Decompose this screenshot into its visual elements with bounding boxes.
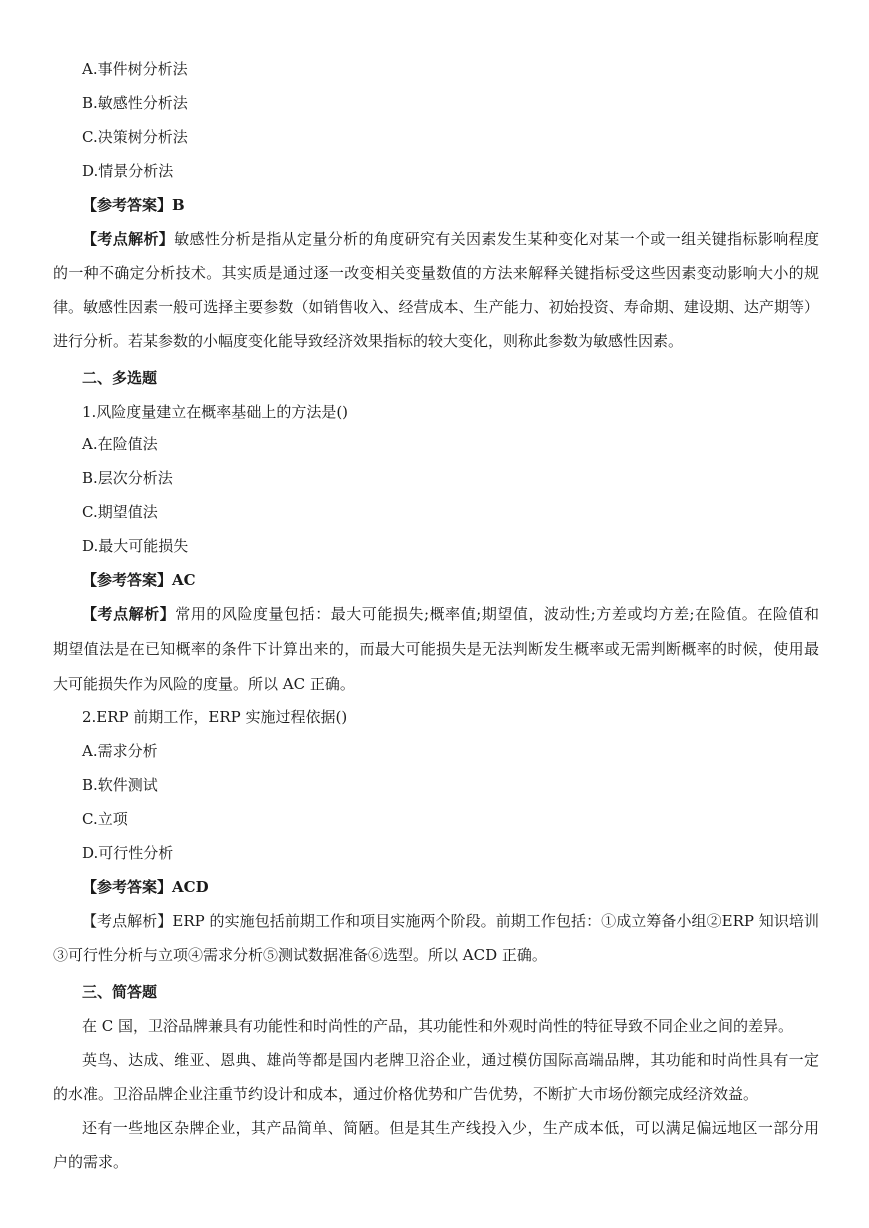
option-a: A.需求分析 bbox=[82, 742, 158, 760]
analysis-line: 的一种不确定分析技术。其实质是通过逐一改变相关变量数值的方法来解释关键指标受这些因素变动影响大小的规 bbox=[53, 264, 819, 282]
section-title: 三、简答题 bbox=[82, 983, 158, 1001]
option-b: B.敏感性分析法 bbox=[82, 94, 188, 112]
analysis-text: 敏感性分析是指从定量分析的角度研究有关因素发生某种变化对某一个或一组关键指标影响程度 bbox=[174, 230, 819, 248]
option-b: B.软件测试 bbox=[82, 776, 158, 794]
option-d: D.可行性分析 bbox=[82, 844, 174, 862]
analysis-label: 【考点解析】 bbox=[82, 605, 176, 623]
analysis-line: ③可行性分析与立项④需求分析⑤测试数据准备⑥选型。所以 ACD 正确。 bbox=[53, 946, 547, 964]
answer-label: 【参考答案】AC bbox=[82, 571, 196, 589]
case-paragraph-line: 户的需求。 bbox=[53, 1153, 129, 1171]
option-c: C.期望值法 bbox=[82, 503, 158, 521]
answer-label: 【参考答案】ACD bbox=[82, 878, 209, 896]
analysis-line: 律。敏感性因素一般可选择主要参数（如销售收入、经营成本、生产能力、初始投资、寿命期、建设期、达产期等） bbox=[53, 298, 819, 316]
analysis-line: 【考点解析】ERP 的实施包括前期工作和项目实施两个阶段。前期工作包括：①成立筹备小组②ERP 知识培训 bbox=[82, 912, 819, 930]
case-paragraph-line: 在 C 国，卫浴品牌兼具有功能性和时尚性的产品，其功能性和外观时尚性的特征导致不同企业之间的差异。 bbox=[82, 1017, 794, 1035]
question-text: 2.ERP 前期工作，ERP 实施过程依据() bbox=[82, 708, 348, 726]
option-d: D.情景分析法 bbox=[82, 162, 174, 180]
option-a: A.在险值法 bbox=[82, 435, 158, 453]
analysis-text: 常用的风险度量包括：最大可能损失;概率值;期望值，波动性;方差或均方差;在险值。在险值和 bbox=[175, 605, 819, 623]
option-a: A.事件树分析法 bbox=[82, 60, 188, 78]
analysis-line: 期望值法是在已知概率的条件下计算出来的，而最大可能损失是无法判断发生概率或无需判断概率的时候，使用最 bbox=[53, 640, 819, 658]
analysis-line: 大可能损失作为风险的度量。所以 AC 正确。 bbox=[53, 675, 355, 693]
case-paragraph-line: 英鸟、达成、维亚、恩典、雄尚等都是国内老牌卫浴企业，通过模仿国际高端品牌，其功能和时尚性具有一定 bbox=[82, 1051, 819, 1069]
option-c: C.立项 bbox=[82, 810, 128, 828]
option-d: D.最大可能损失 bbox=[82, 537, 189, 555]
option-c: C.决策树分析法 bbox=[82, 128, 188, 146]
answer-label: 【参考答案】B bbox=[82, 196, 185, 214]
case-paragraph-line: 的水准。卫浴品牌企业注重节约设计和成本，通过价格优势和广告优势，不断扩大市场份额完成经济效益。 bbox=[53, 1085, 759, 1103]
analysis-line bbox=[82, 229, 819, 249]
question-text: 1.风险度量建立在概率基础上的方法是() bbox=[82, 403, 349, 421]
analysis-line bbox=[82, 604, 819, 624]
case-paragraph-line: 还有一些地区杂牌企业，其产品简单、简陋。但是其生产线投入少，生产成本低，可以满足偏远地区一部分用 bbox=[82, 1119, 819, 1137]
analysis-line: 进行分析。若某参数的小幅度变化能导致经济效果指标的较大变化，则称此参数为敏感性因素。 bbox=[53, 332, 684, 350]
option-b: B.层次分析法 bbox=[82, 469, 173, 487]
section-title: 二、多选题 bbox=[82, 369, 158, 387]
analysis-label: 【考点解析】 bbox=[82, 230, 175, 248]
